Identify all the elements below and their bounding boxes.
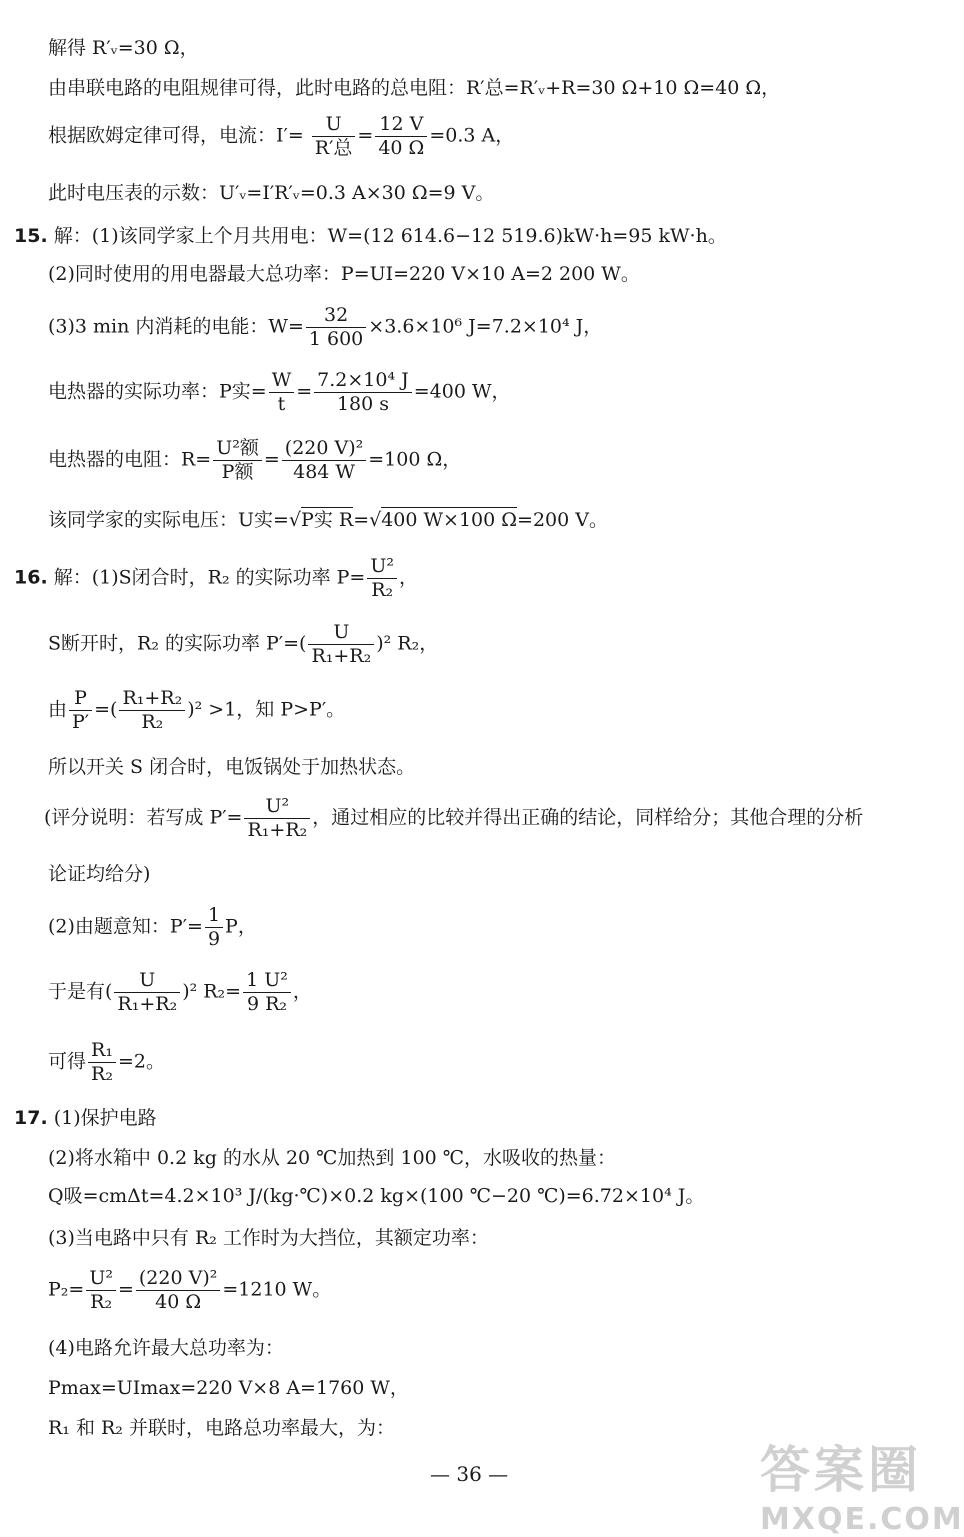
line-pmax: Pmax=UImax=220 V×8 A=1760 W， bbox=[48, 1377, 409, 1399]
fraction: $\frac{32}{1 600}$ bbox=[306, 305, 366, 350]
line-energy: (3)3 min 内消耗的电能：W= $\frac{32}{1 600}$ ×3.6×10⁶ J=7.2×10⁴ J， bbox=[48, 304, 603, 350]
fraction: $\frac{U}{\text{R₁+R₂}}$ bbox=[114, 970, 180, 1015]
fraction: $\frac{\text{U²额}}{\text{P额}}$ bbox=[213, 438, 262, 483]
line-conclusion: 所以开关 S 闭合时，电饭锅处于加热状态。 bbox=[48, 756, 416, 778]
question-number: 17. bbox=[14, 1107, 48, 1129]
fraction: $\frac{1}{9}$ bbox=[205, 905, 223, 950]
page-number: — 36 — bbox=[430, 1462, 509, 1486]
fraction: $\frac{\text{U²}}{\text{R₂}}$ bbox=[367, 556, 397, 601]
fraction: $\frac{\text{R₁}}{\text{R₂}}$ bbox=[88, 1040, 116, 1085]
line-solve-rv: 解得 R′ᵥ=30 Ω， bbox=[48, 37, 199, 59]
fraction: $\frac{W}{t}$ bbox=[269, 370, 295, 415]
line-equation: 于是有( $\frac{U}{\text{R₁+R₂}}$ )² R₂= $\frac{\text{1 U²}}{\text{9 R₂}}$ ， bbox=[48, 969, 312, 1015]
line-scoring-note: (评分说明：若写成 P′= $\frac{\text{U²}}{\text{R₁+R₂}}$ ，通过相应的比较并得出正确的结论，同样给分；其他合理的分析 bbox=[44, 795, 864, 841]
line-result-ratio: 可得 $\frac{\text{R₁}}{\text{R₂}}$ =2。 bbox=[48, 1039, 165, 1085]
fraction: $\frac{12 V}{40 \Omega}$ bbox=[375, 114, 427, 159]
fraction: $\frac{\text{R₁+R₂}}{\text{R₂}}$ bbox=[119, 688, 185, 733]
question-16: 16. 解：(1)S闭合时，R₂ 的实际功率 P= $\frac{\text{U²}}{\text{R₂}}$ ， bbox=[14, 555, 419, 601]
fraction: $\frac{\text{U²}}{\text{R₂}}$ bbox=[86, 1268, 116, 1313]
line-scoring-note-cont: 论证均给分) bbox=[48, 863, 151, 885]
line-rated-power: P₂= $\frac{\text{U²}}{\text{R₂}}$ = $\frac{\text{(220 V)²}}{40 \Omega}$ =1210 W。 bbox=[48, 1267, 332, 1313]
line-max-power: (2)同时使用的用电器最大总功率：P=UI=220 V×10 A=2 200 W。 bbox=[48, 263, 640, 285]
watermark-line-2: MXQE.COM bbox=[760, 1502, 964, 1537]
fraction: $\frac{\text{(220 V)²}}{484 W}$ bbox=[282, 438, 366, 483]
watermark-logo bbox=[760, 1430, 964, 1537]
fraction: $\frac{\text{7.2×10⁴ J}}{180 s}$ bbox=[314, 370, 412, 415]
fraction: $\frac{\text{1 U²}}{\text{9 R₂}}$ bbox=[243, 970, 291, 1015]
question-number: 15. bbox=[14, 225, 48, 247]
line-actual-voltage: 该同学家的实际电压：U实=√P实 R=√400 W×100 Ω=200 V。 bbox=[48, 509, 608, 531]
line-actual-power: 电热器的实际功率：P实= $\frac{W}{t}$ = $\frac{\text{7.2×10⁴ J}}{180 s}$ =400 W， bbox=[48, 369, 511, 415]
watermark-line-1: 答案圈 bbox=[760, 1441, 922, 1499]
fraction: $\frac{U}{\text{R′总}}$ bbox=[312, 114, 356, 159]
question-15: 15. 解：(1)该同学家上个月共用电：W=(12 614.6−12 519.6)kW·h=95 kW·h。 bbox=[14, 225, 727, 247]
line-ratio: 由 $\frac{P}{P'}$ =( $\frac{\text{R₁+R₂}}{\text{R₂}}$ )² >1，知 P>P′。 bbox=[48, 687, 346, 733]
line-heating-water: (2)将水箱中 0.2 kg 的水从 20 ℃加热到 100 ℃，水吸收的热量： bbox=[48, 1147, 617, 1169]
line-heater-resistance: 电热器的电阻：R= $\frac{\text{U²额}}{\text{P额}}$ = $\frac{\text{(220 V)²}}{484 W}$ =100 Ω， bbox=[48, 437, 462, 483]
line-high-gear: (3)当电路中只有 R₂ 工作时为大挡位，其额定功率： bbox=[48, 1227, 489, 1249]
line-max-allowed: (4)电路允许最大总功率为： bbox=[48, 1337, 284, 1359]
line-current: 根据欧姆定律可得，电流：I′= $\frac{U}{\text{R′总}}$ = $\frac{12 V}{40 \Omega}$ =0.3 A， bbox=[48, 113, 515, 159]
line-parallel: R₁ 和 R₂ 并联时，电路总功率最大，为： bbox=[48, 1417, 395, 1439]
line-open-power: S断开时，R₂ 的实际功率 P′=( $\frac{U}{\text{R₁+R₂}}$ )² R₂， bbox=[48, 621, 439, 667]
line-given: (2)由题意知：P′= $\frac{1}{9}$ P， bbox=[48, 904, 257, 950]
question-number: 16. bbox=[14, 566, 48, 589]
question-17: 17. (1)保护电路 bbox=[14, 1107, 157, 1129]
line-total-resistance: 由串联电路的电阻规律可得，此时电路的总电阻：R′总=R′ᵥ+R=30 Ω+10 Ω=40 Ω， bbox=[48, 77, 781, 99]
fraction: $\frac{P}{P'}$ bbox=[69, 688, 92, 733]
line-heat-absorbed: Q吸=cmΔt=4.2×10³ J/(kg·℃)×0.2 kg×(100 ℃−20 ℃)=6.72×10⁴ J。 bbox=[48, 1185, 705, 1207]
fraction: $\frac{U}{\text{R₁+R₂}}$ bbox=[308, 622, 374, 667]
line-voltmeter-reading: 此时电压表的示数：U′ᵥ=I′R′ᵥ=0.3 A×30 Ω=9 V。 bbox=[48, 182, 495, 204]
fraction: $\frac{\text{(220 V)²}}{40 \Omega}$ bbox=[136, 1268, 220, 1313]
fraction: $\frac{\text{U²}}{\text{R₁+R₂}}$ bbox=[244, 796, 310, 841]
